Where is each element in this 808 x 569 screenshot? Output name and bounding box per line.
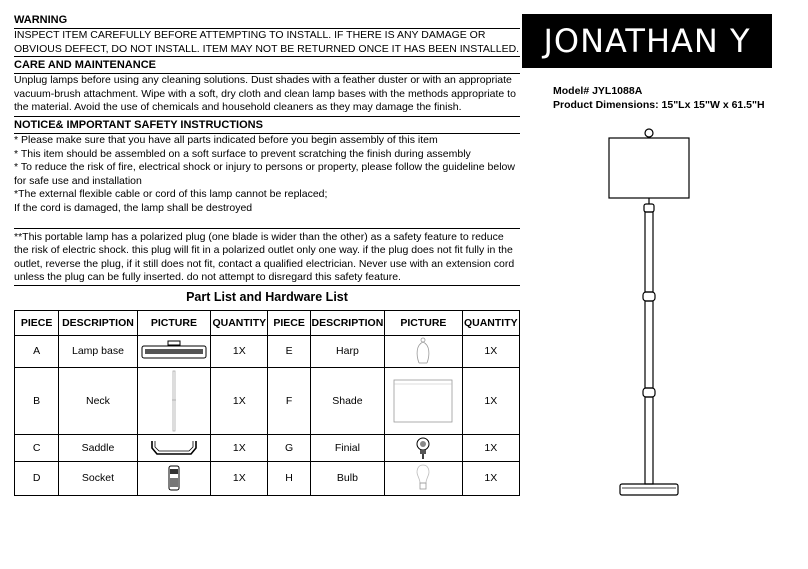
picture-cell bbox=[385, 367, 462, 434]
picture-cell bbox=[137, 367, 210, 434]
polarized-plug-notice: **This portable lamp has a polarized plug (one blade is wider than the other) as a safety feature to reduce the risk of electric shock. this plug will fit in a polarized outlet only one way. if the plug does not fit fully in the outlet, reverse the plug, if it still does not fit, contact a qualified electrician. Never use with an extension cord unless the plug can be fully inserted. do not attempt to disregard this safety feature. bbox=[14, 228, 520, 286]
saddle-illustration bbox=[149, 438, 199, 458]
notice-item: * To reduce the risk of fire, electrical shock or injury to persons or property, please follow the guideline below for safe use and installation bbox=[14, 161, 515, 187]
notice-section bbox=[14, 117, 520, 228]
quantity-cell: 1X bbox=[211, 367, 268, 434]
quantity-cell: 1X bbox=[211, 335, 268, 367]
neck-illustration bbox=[169, 370, 179, 432]
picture-cell bbox=[385, 335, 462, 367]
care-section bbox=[14, 57, 520, 117]
header-picture: PICTURE bbox=[137, 310, 210, 335]
warning-title: WARNING bbox=[14, 12, 520, 29]
notice-item: * Please make sure that you have all parts indicated before you begin assembly of this item bbox=[14, 133, 438, 146]
quantity-cell: 1X bbox=[462, 335, 519, 367]
socket-illustration bbox=[166, 464, 182, 492]
header-quantity: QUANTITY bbox=[211, 310, 268, 335]
description-cell: Shade bbox=[310, 367, 384, 434]
header-piece: PIECE bbox=[268, 310, 310, 335]
picture-cell bbox=[137, 335, 210, 367]
quantity-cell: 1X bbox=[462, 461, 519, 495]
floor-lamp-illustration bbox=[600, 128, 700, 503]
finial-illustration bbox=[415, 436, 431, 460]
product-dimensions: Product Dimensions: 15"Lx 15"W x 61.5"H bbox=[553, 99, 765, 111]
quantity-cell: 1X bbox=[462, 434, 519, 461]
piece-cell: D bbox=[15, 461, 59, 495]
model-number: Model# JYL1088A bbox=[553, 85, 643, 97]
quantity-cell: 1X bbox=[462, 367, 519, 434]
description-cell: Bulb bbox=[310, 461, 384, 495]
piece-cell: H bbox=[268, 461, 310, 495]
table-row bbox=[15, 335, 520, 367]
brand-logo: JONATHAN Y bbox=[522, 14, 772, 68]
bulb-illustration bbox=[415, 463, 431, 493]
header-picture: PICTURE bbox=[385, 310, 462, 335]
care-title: CARE AND MAINTENANCE bbox=[14, 57, 520, 74]
notice-item: * This item should be assembled on a soft surface to prevent scratching the finish during assembly bbox=[14, 147, 471, 160]
instructions-column bbox=[14, 12, 520, 496]
lamp-base-illustration bbox=[140, 340, 208, 362]
care-line-1: Unplug lamps before using any cleaning solutions. Dust shades with a feather duster or with an appropriate bbox=[14, 74, 512, 87]
piece-cell: F bbox=[268, 367, 310, 434]
shade-illustration bbox=[392, 378, 454, 424]
warning-text: INSPECT ITEM CAREFULLY BEFORE ATTEMPTING TO INSTALL. IF THERE IS ANY DAMAGE OR OBVIOUS DEFECT, DO NOT INSTALL. ITEM MAY NOT BE RETURNED ONCE IT HAS BEEN INSTALLED. bbox=[14, 29, 520, 55]
piece-cell: C bbox=[15, 434, 59, 461]
header-piece: PIECE bbox=[15, 310, 59, 335]
header-quantity: QUANTITY bbox=[462, 310, 519, 335]
description-cell: Harp bbox=[310, 335, 384, 367]
header-description: DESCRIPTION bbox=[59, 310, 137, 335]
quantity-cell: 1X bbox=[211, 434, 268, 461]
picture-cell bbox=[385, 434, 462, 461]
piece-cell: B bbox=[15, 367, 59, 434]
table-row bbox=[15, 461, 520, 495]
quantity-cell: 1X bbox=[211, 461, 268, 495]
description-cell: Socket bbox=[59, 461, 137, 495]
notice-item: If the cord is damaged, the lamp shall be destroyed bbox=[14, 201, 253, 214]
description-cell: Neck bbox=[59, 367, 137, 434]
picture-cell bbox=[385, 461, 462, 495]
table-header-row bbox=[15, 310, 520, 335]
piece-cell: E bbox=[268, 335, 310, 367]
picture-cell bbox=[137, 434, 210, 461]
parts-table-title: Part List and Hardware List bbox=[186, 289, 348, 304]
parts-table bbox=[14, 310, 520, 496]
notice-item: *The external flexible cable or cord of this lamp cannot be replaced; bbox=[14, 188, 328, 201]
description-cell: Saddle bbox=[59, 434, 137, 461]
piece-cell: A bbox=[15, 335, 59, 367]
warning-section bbox=[14, 12, 520, 57]
table-row bbox=[15, 434, 520, 461]
table-row bbox=[15, 367, 520, 434]
picture-cell bbox=[137, 461, 210, 495]
piece-cell: G bbox=[268, 434, 310, 461]
description-cell: Finial bbox=[310, 434, 384, 461]
care-line-2: vacuum-brush attachment. Wipe with a soft, dry cloth and clean lamp bases with the methods appropriate to the material. Avoid the use of chemicals and household cleaners as they may damage the finish. bbox=[14, 87, 516, 114]
notice-title: NOTICE& IMPORTANT SAFETY INSTRUCTIONS bbox=[14, 117, 520, 134]
harp-illustration bbox=[412, 337, 434, 365]
header-description: DESCRIPTION bbox=[310, 310, 384, 335]
description-cell: Lamp base bbox=[59, 335, 137, 367]
